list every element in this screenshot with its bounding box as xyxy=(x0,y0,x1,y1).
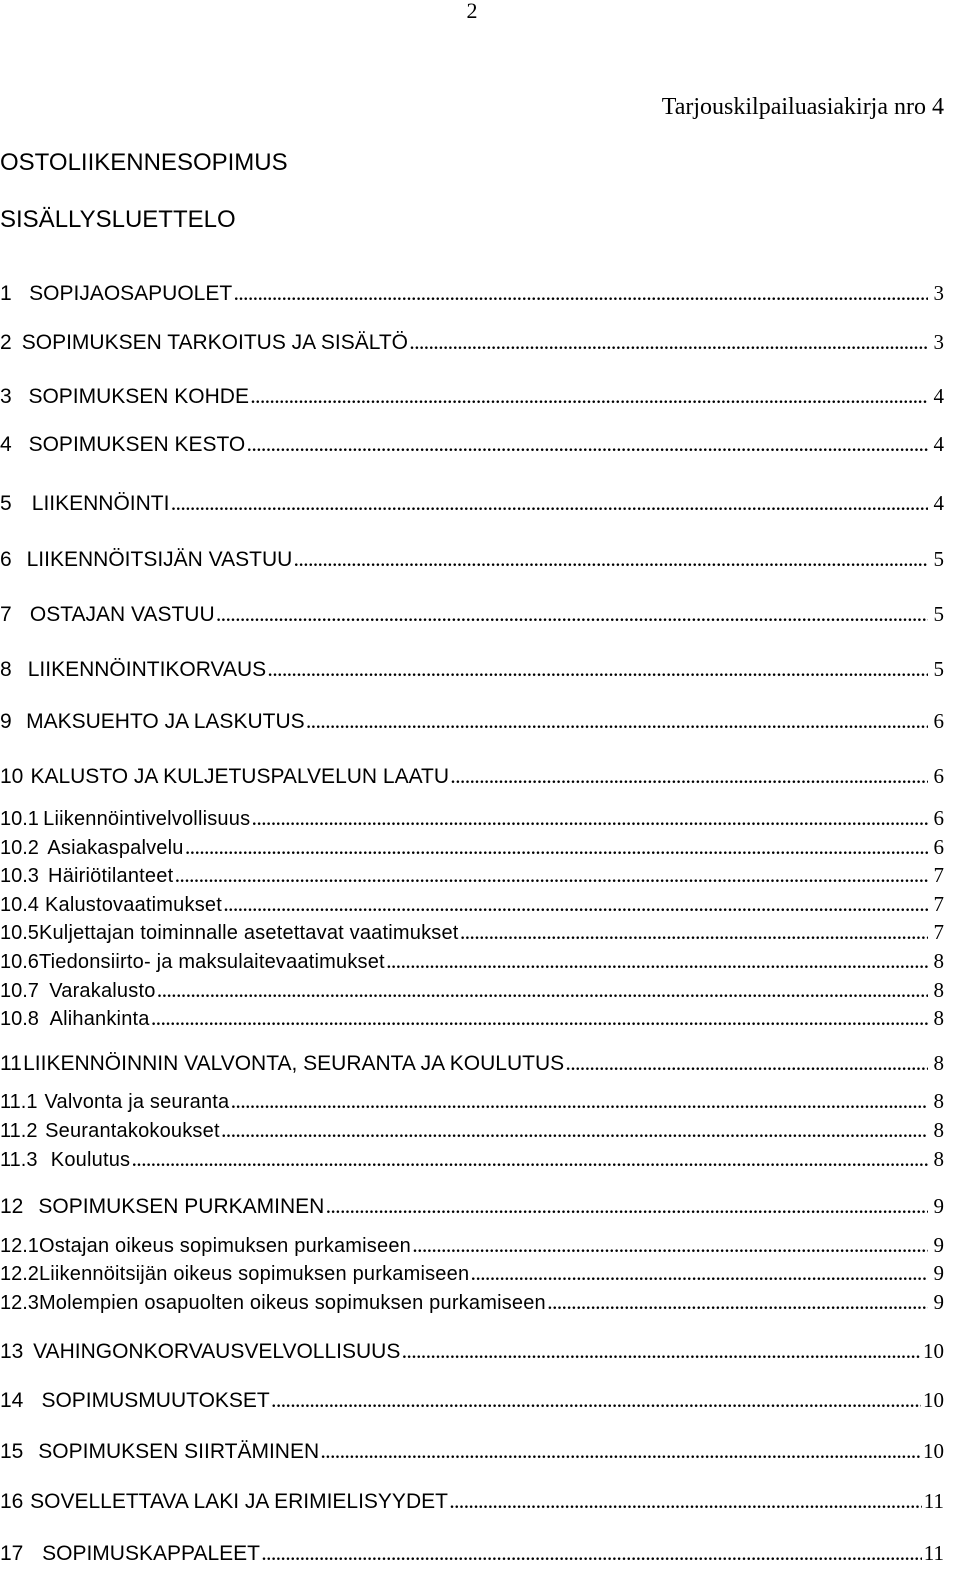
toc-entry-number: 10.6 xyxy=(0,951,39,973)
toc-entry-page: 4 xyxy=(933,491,944,515)
toc-dot-leader xyxy=(272,1390,921,1416)
toc-entry-number: 14 xyxy=(0,1389,24,1412)
toc-entry-number: 10.1 xyxy=(0,808,39,830)
toc-dot-leader xyxy=(387,951,928,977)
toc-entry-label: Valvonta ja seuranta xyxy=(44,1091,230,1113)
toc-dot-leader xyxy=(222,1120,928,1146)
toc-entry-label: OSTAJAN VASTUU xyxy=(29,603,215,626)
toc-entry-page: 4 xyxy=(933,432,944,456)
toc-entry-page: 6 xyxy=(933,764,944,788)
toc-entry-page: 10 xyxy=(923,1388,944,1412)
toc-entry[interactable] xyxy=(0,977,944,1003)
toc-entry-label: KALUSTO JA KULJETUSPALVELUN LAATU xyxy=(30,765,450,788)
toc-entry-label: SOPIMUSKAPPALEET xyxy=(42,1542,260,1565)
toc-entry-page: 3 xyxy=(933,330,944,354)
toc-entry[interactable] xyxy=(0,280,944,306)
toc-entry[interactable] xyxy=(0,862,944,888)
toc-dot-leader xyxy=(548,1292,928,1318)
toc-entry[interactable] xyxy=(0,708,944,734)
toc-entry-number: 11.2 xyxy=(0,1120,38,1142)
toc-dot-leader xyxy=(231,1091,928,1117)
toc-entry[interactable] xyxy=(0,891,944,917)
toc-entry-number: 15 xyxy=(0,1440,24,1463)
toc-entry-label: Kalustovaatimukset xyxy=(44,894,222,916)
toc-entry-label: LIIKENNÖITSIJÄN VASTUU xyxy=(26,548,293,571)
toc-entry[interactable] xyxy=(0,1540,944,1566)
toc-entry-label: Ostajan oikeus sopimuksen purkamiseen xyxy=(38,1235,411,1257)
toc-entry-number: 13 xyxy=(0,1340,24,1363)
toc-entry-number: 4 xyxy=(0,433,12,456)
toc-heading: SISÄLLYSLUETTELO xyxy=(0,206,236,233)
toc-entry-page: 8 xyxy=(933,1147,944,1171)
toc-dot-leader xyxy=(217,604,928,630)
toc-entry-number: 12.2 xyxy=(0,1263,39,1285)
toc-entry-label: SOPIJAOSAPUOLET xyxy=(29,282,233,305)
toc-entry-page: 8 xyxy=(933,949,944,973)
toc-entry[interactable] xyxy=(0,1050,944,1076)
toc-entry-page: 10 xyxy=(923,1339,944,1363)
toc-entry-label: SOPIMUSMUUTOKSET xyxy=(41,1389,270,1412)
toc-entry-label: Koulutus xyxy=(50,1149,131,1171)
toc-dot-leader xyxy=(471,1263,928,1289)
toc-entry-label: MAKSUEHTO JA LASKUTUS xyxy=(26,710,305,733)
toc-entry-label: SOPIMUKSEN PURKAMINEN xyxy=(38,1195,325,1218)
page-number: 2 xyxy=(466,0,478,23)
toc-dot-leader xyxy=(566,1053,928,1079)
toc-entry-label: SOVELLETTAVA LAKI JA ERIMIELISYYDET xyxy=(30,1490,448,1513)
toc-entry[interactable] xyxy=(0,546,944,572)
toc-entry[interactable] xyxy=(0,1146,944,1172)
toc-dot-leader xyxy=(252,808,928,834)
toc-entry-page: 9 xyxy=(933,1290,944,1314)
toc-dot-leader xyxy=(224,894,928,920)
toc-dot-leader xyxy=(251,386,928,412)
toc-entry-number: 12 xyxy=(0,1195,24,1218)
toc-entry[interactable] xyxy=(0,1387,944,1413)
toc-entry-number: 10.8 xyxy=(0,1008,39,1030)
toc-entry-page: 7 xyxy=(933,863,944,887)
toc-entry[interactable] xyxy=(0,1260,944,1286)
toc-entry-number: 7 xyxy=(0,603,12,626)
toc-dot-leader xyxy=(175,865,928,891)
document-reference: Tarjouskilpailuasiakirja nro 4 xyxy=(661,94,944,120)
toc-dot-leader xyxy=(402,1341,921,1367)
toc-entry-label: Liikennöitsijän oikeus sopimuksen purkamiseen xyxy=(38,1263,470,1285)
toc-entry-label: SOPIMUKSEN KOHDE xyxy=(28,385,249,408)
toc-entry-label: LIIKENNÖINTIKORVAUS xyxy=(27,658,267,681)
toc-entry[interactable] xyxy=(0,919,944,945)
toc-entry[interactable] xyxy=(0,1193,944,1219)
toc-entry-number: 10 xyxy=(0,765,24,788)
toc-dot-leader xyxy=(450,1491,922,1517)
toc-entry-label: LIIKENNÖINTI xyxy=(31,492,170,515)
toc-entry[interactable] xyxy=(0,834,944,860)
toc-entry-page: 4 xyxy=(933,384,944,408)
toc-entry-number: 9 xyxy=(0,710,12,733)
toc-entry-page: 5 xyxy=(933,602,944,626)
toc-entry-page: 9 xyxy=(933,1194,944,1218)
toc-entry[interactable] xyxy=(0,1005,944,1031)
toc-entry-page: 8 xyxy=(933,1051,944,1075)
toc-dot-leader xyxy=(326,1196,928,1222)
toc-entry-label: Seurantakokoukset xyxy=(45,1120,220,1142)
toc-entry-label: SOPIMUKSEN SIIRTÄMINEN xyxy=(38,1440,320,1463)
toc-entry-label: Tiedonsiirto- ja maksulaitevaatimukset xyxy=(38,951,385,973)
toc-entry[interactable] xyxy=(0,656,944,682)
toc-entry-number: 8 xyxy=(0,658,12,681)
toc-dot-leader xyxy=(451,766,928,792)
toc-entry-page: 5 xyxy=(933,547,944,571)
toc-dot-leader xyxy=(234,283,928,309)
toc-entry-page: 3 xyxy=(933,281,944,305)
toc-entry-number: 11.3 xyxy=(0,1149,38,1171)
toc-entry-page: 11 xyxy=(923,1541,944,1565)
toc-entry-number: 3 xyxy=(0,385,12,408)
toc-entry-number: 12.1 xyxy=(0,1235,39,1257)
toc-entry-label: SOPIMUKSEN KESTO xyxy=(28,433,246,456)
toc-dot-leader xyxy=(152,1008,928,1034)
toc-entry-number: 1 xyxy=(0,282,12,305)
toc-entry-label: Liikennöintivelvollisuus xyxy=(43,808,251,830)
toc-dot-leader xyxy=(158,980,928,1006)
toc-entry-page: 11 xyxy=(923,1489,944,1513)
toc-entry[interactable] xyxy=(0,1438,944,1464)
toc-entry[interactable] xyxy=(0,383,944,409)
toc-entry-label: LIIKENNÖINNIN VALVONTA, SEURANTA JA KOULUTUS xyxy=(23,1052,565,1075)
toc-entry[interactable] xyxy=(0,1289,944,1315)
toc-entry-page: 10 xyxy=(923,1439,944,1463)
toc-entry[interactable] xyxy=(0,490,944,516)
toc-dot-leader xyxy=(307,711,928,737)
toc-entry[interactable] xyxy=(0,763,944,789)
toc-dot-leader xyxy=(413,1235,928,1261)
toc-entry-number: 5 xyxy=(0,492,12,515)
toc-entry-page: 8 xyxy=(933,978,944,1002)
toc-entry[interactable] xyxy=(0,948,944,974)
toc-dot-leader xyxy=(171,493,928,519)
toc-dot-leader xyxy=(321,1441,921,1467)
toc-entry[interactable] xyxy=(0,1232,944,1258)
toc-entry-label: Asiakaspalvelu xyxy=(47,837,184,859)
toc-entry-label: Molempien osapuolten oikeus sopimuksen purkamiseen xyxy=(38,1292,546,1314)
toc-entry[interactable] xyxy=(0,329,944,355)
toc-entry-number: 10.7 xyxy=(0,980,39,1002)
toc-entry-page: 7 xyxy=(933,892,944,916)
toc-entry-label: Häiriötilanteet xyxy=(48,865,174,887)
toc-entry[interactable] xyxy=(0,431,944,457)
toc-entry-label: VAHINGONKORVAUSVELVOLLISUUS xyxy=(33,1340,401,1363)
toc-entry-number: 10.5 xyxy=(0,922,39,944)
toc-dot-leader xyxy=(410,332,928,358)
document-title: OSTOLIIKENNESOPIMUS xyxy=(0,149,288,176)
toc-entry-page: 6 xyxy=(933,709,944,733)
toc-entry-page: 8 xyxy=(933,1089,944,1113)
toc-dot-leader xyxy=(186,837,928,863)
toc-entry[interactable] xyxy=(0,805,944,831)
toc-entry-number: 2 xyxy=(0,331,12,354)
toc-entry-page: 8 xyxy=(933,1118,944,1142)
toc-entry-number: 12.3 xyxy=(0,1292,39,1314)
toc-entry-page: 9 xyxy=(933,1261,944,1285)
toc-dot-leader xyxy=(247,434,928,460)
toc-entry-page: 6 xyxy=(933,835,944,859)
toc-dot-leader xyxy=(132,1149,928,1175)
toc-entry-label: Varakalusto xyxy=(49,980,156,1002)
toc-entry-number: 16 xyxy=(0,1490,24,1513)
toc-entry-page: 9 xyxy=(933,1233,944,1257)
toc-entry[interactable] xyxy=(0,601,944,627)
toc-entry-page: 6 xyxy=(933,806,944,830)
toc-dot-leader xyxy=(294,549,928,575)
toc-entry-number: 10.3 xyxy=(0,865,39,887)
toc-entry-label: SOPIMUKSEN TARKOITUS JA SISÄLTÖ xyxy=(21,331,409,354)
toc-entry-page: 7 xyxy=(933,920,944,944)
toc-dot-leader xyxy=(268,659,928,685)
toc-entry[interactable] xyxy=(0,1338,944,1364)
toc-dot-leader xyxy=(461,922,928,948)
toc-entry-label: Alihankinta xyxy=(49,1008,150,1030)
toc-entry-number: 11 xyxy=(0,1052,22,1075)
toc-entry-label: Kuljettajan toiminnalle asetettavat vaatimukset xyxy=(38,922,459,944)
toc-entry[interactable] xyxy=(0,1088,944,1114)
toc-entry-number: 6 xyxy=(0,548,12,571)
toc-dot-leader xyxy=(262,1543,922,1569)
toc-entry-number: 17 xyxy=(0,1542,24,1565)
toc-entry[interactable] xyxy=(0,1488,944,1514)
toc-entry-number: 10.4 xyxy=(0,894,39,916)
toc-entry-number: 11.1 xyxy=(0,1091,38,1113)
toc-entry-page: 8 xyxy=(933,1006,944,1030)
toc-entry[interactable] xyxy=(0,1117,944,1143)
toc-entry-page: 5 xyxy=(933,657,944,681)
toc-entry-number: 10.2 xyxy=(0,837,39,859)
